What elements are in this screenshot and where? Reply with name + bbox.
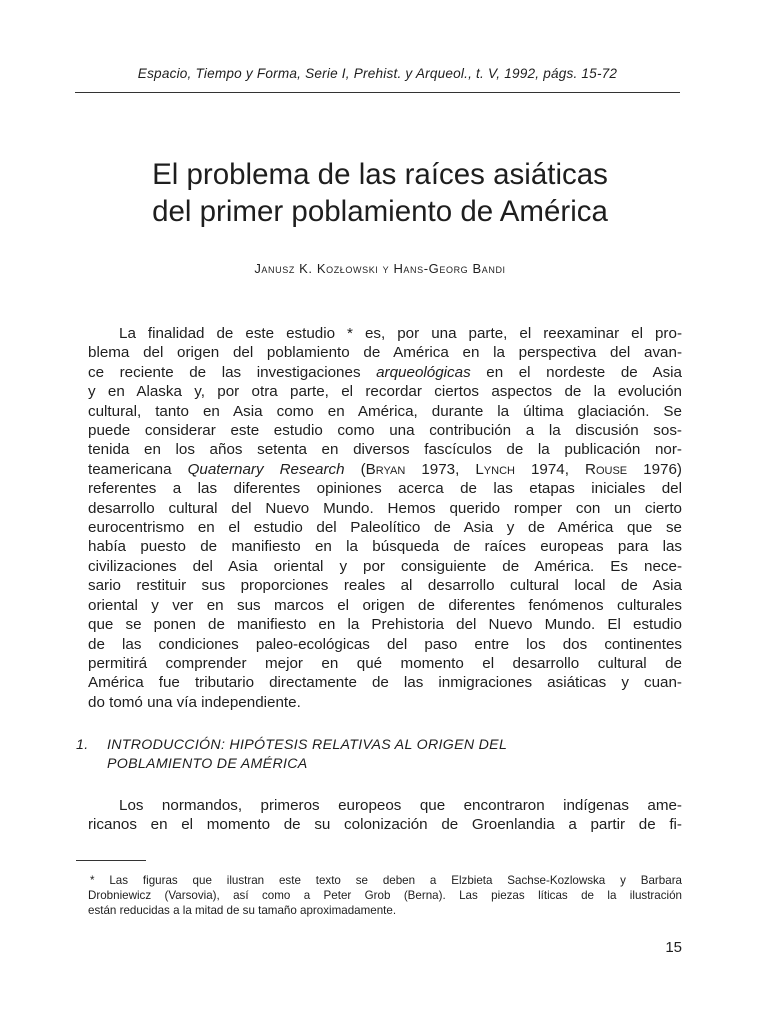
text-line: civilizaciones del Asia oriental y por consiguiente de América. Es nece- xyxy=(88,557,682,575)
text-line: Los normandos, primeros europeos que encontraron indígenas ame- xyxy=(119,797,682,814)
footnote-line: están reducidas a la mitad de su tamaño aproximadamente. xyxy=(88,904,397,917)
section-heading-line-1: 1. INTRODUCCIÓN: HIPÓTESIS RELATIVAS AL ORIGEN DEL xyxy=(76,737,508,753)
emphasis-word: arqueológicas xyxy=(376,363,471,381)
text-line: ricanos en el momento de su colonización de Groenlandia a partir de fi- xyxy=(88,816,682,834)
title-line-1: El problema de las raíces asiáticas xyxy=(152,158,608,191)
title-line-2: del primer poblamiento de América xyxy=(152,195,608,228)
text-line: puede considerar este estudio como una contribución a la discusión sos- xyxy=(88,422,682,440)
text-line: había puesto de manifiesto en la búsqueda de raíces europeas para las xyxy=(88,538,682,556)
footnote-line: Drobniewicz (Varsovia), así como a Peter Grob (Berna). Las piezas líticas de la ilustración xyxy=(88,889,682,902)
article-title xyxy=(60,156,700,230)
authors: Janusz K. Kozłowski y Hans-Georg Bandi xyxy=(254,261,506,276)
text-line: ce reciente de las investigaciones arqueológicas en el nordeste de Asia xyxy=(88,363,682,381)
text-line: do tomó una vía independiente. xyxy=(88,693,301,711)
footnote xyxy=(88,873,682,918)
text-line: y en Alaska y, por otra parte, el recordar ciertos aspectos de la evolución xyxy=(88,383,682,401)
page-number: 15 xyxy=(665,939,682,956)
footnote-rule xyxy=(76,860,146,861)
text-line: oriental y ver en sus marcos el origen de diferentes fenómenos culturales xyxy=(88,596,682,614)
text-line: de las condiciones paleo-ecológicas del paso entre los dos continentes xyxy=(88,635,682,653)
citation-author: Rouse xyxy=(584,460,628,478)
text-line: blema del origen del poblamiento de América en la perspectiva del avan- xyxy=(88,344,682,362)
second-paragraph xyxy=(88,796,682,835)
text-line: desarrollo cultural del Nuevo Mundo. Hemos querido romper con un cierto xyxy=(88,499,682,517)
text-line: permitirá comprender mejor en qué momento el desarrollo cultural de xyxy=(88,654,682,672)
text-line: teamericana Quaternary Research (Bryan 1973, Lynch 1974, Rouse 1976) xyxy=(88,460,682,478)
text-line: referentes a las diferentes opiniones acerca de las etapas iniciales del xyxy=(88,480,682,498)
section-heading xyxy=(76,736,676,774)
text-line: sario restituir sus proporciones reales al desarrollo cultural local de Asia xyxy=(88,577,682,595)
citation-author: Bryan xyxy=(365,460,406,478)
text-line: La finalidad de este estudio * es, por una parte, el reexaminar el pro- xyxy=(119,325,682,342)
text-line: América fue tributario directamente de las inmigraciones asiáticas y cuan- xyxy=(88,674,682,692)
text-line: cultural, tanto en Asia como en América, durante la última glaciación. Se xyxy=(88,402,682,420)
journal-title: Quaternary Research xyxy=(187,460,345,478)
citation-author: Lynch xyxy=(475,460,515,478)
footnote-line: * Las figuras que ilustran este texto se deben a Elzbieta Sachse-Kozlowska y Barbara xyxy=(90,874,682,887)
intro-paragraph xyxy=(88,324,682,712)
text-line: eurocentrismo en el estudio del Paleolítico de Asia y de América que se xyxy=(88,519,682,537)
header-rule xyxy=(75,92,680,93)
running-head: Espacio, Tiempo y Forma, Serie I, Prehist. y Arqueol., t. V, 1992, págs. 15-72 xyxy=(137,66,618,81)
text-line: tenida en los años setenta en diversos fascículos de la publicación nor- xyxy=(88,441,682,459)
section-heading-line-2: POBLAMIENTO DE AMÉRICA xyxy=(107,756,308,772)
section-number: 1. xyxy=(76,737,89,753)
text-line: que se ponen de manifiesto en la Prehistoria del Nuevo Mundo. El estudio xyxy=(88,616,682,634)
